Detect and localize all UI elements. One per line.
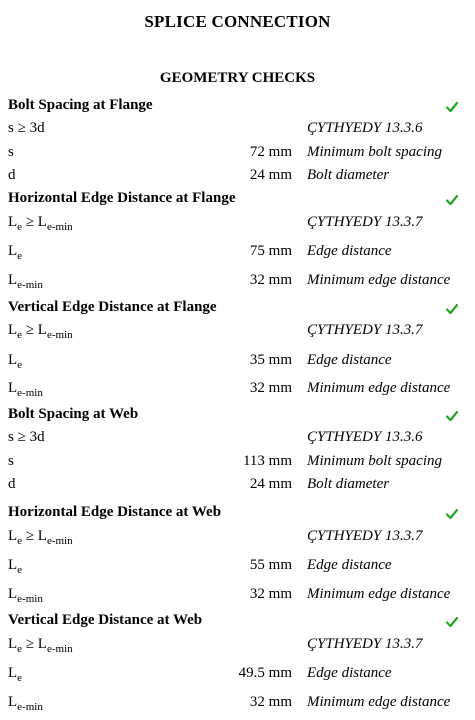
variable-symbol: $L_e$ [8,665,23,684]
value-row [0,352,475,374]
code-reference: ÇYTHYEDY 13.3.7 [307,528,423,544]
variable-description: Minimum edge distance [307,272,451,288]
variable-symbol: d [8,167,16,183]
variable-description: Minimum edge distance [307,586,451,602]
code-reference: ÇYTHYEDY 13.3.7 [307,214,423,230]
value-row [0,144,475,166]
variable-value: 113 mm [242,453,292,469]
code-reference: ÇYTHYEDY 13.3.6 [307,429,423,445]
value-row [0,167,475,189]
formula-row [0,636,475,658]
value-row [0,272,475,294]
formula-row [0,528,475,550]
section-title: Vertical Edge Distance at Web [8,612,203,628]
section-title: Horizontal Edge Distance at Flange [8,190,236,206]
variable-symbol: $L_{e-min}$ [8,380,43,399]
variable-description: Minimum bolt spacing [307,144,442,160]
value-row [0,694,475,716]
variable-symbol: $L_{e-min}$ [8,586,43,605]
value-row [0,453,475,475]
check-icon [445,193,459,207]
section-title: Bolt Spacing at Flange [8,97,153,113]
formula-row [0,120,475,142]
variable-value: 75 mm [249,243,292,259]
formula-symbol: s ≥ 3d [8,120,45,136]
formula-row [0,429,475,451]
variable-value: 32 mm [249,272,292,288]
code-reference: ÇYTHYEDY 13.3.7 [307,322,423,338]
variable-symbol: s [8,144,14,160]
variable-value: 32 mm [249,694,292,710]
variable-value: 72 mm [249,144,292,160]
variable-symbol: $L_e$ [8,352,23,371]
value-row [0,243,475,265]
variable-symbol: $L_e$ [8,243,23,262]
variable-description: Edge distance [307,665,392,681]
variable-value: 32 mm [249,586,292,602]
formula-symbol: $L_e \ge L_{e-min}$ [8,322,73,341]
value-row [0,476,475,498]
variable-symbol: d [8,476,16,492]
formula-symbol: $L_e \ge L_{e-min}$ [8,528,73,547]
variable-description: Edge distance [307,243,392,259]
variable-description: Minimum bolt spacing [307,453,442,469]
formula-row [0,322,475,344]
check-icon [445,615,459,629]
section-subtitle: GEOMETRY CHECKS [159,70,316,86]
variable-symbol: $L_e$ [8,557,23,576]
check-icon [445,507,459,521]
variable-value: 24 mm [249,476,292,492]
variable-value: 35 mm [249,352,292,368]
variable-description: Bolt diameter [307,476,390,492]
variable-description: Edge distance [307,352,392,368]
section-title: Bolt Spacing at Web [8,406,139,422]
code-reference: ÇYTHYEDY 13.3.7 [307,636,423,652]
value-row [0,380,475,402]
page-title: SPLICE CONNECTION [144,12,331,31]
variable-description: Edge distance [307,557,392,573]
value-row [0,665,475,687]
variable-value: 32 mm [249,380,292,396]
variable-value: 55 mm [249,557,292,573]
formula-symbol: $L_e \ge L_{e-min}$ [8,636,73,655]
variable-description: Minimum edge distance [307,694,451,710]
variable-symbol: $L_{e-min}$ [8,694,43,713]
value-row [0,586,475,608]
formula-symbol: $L_e \ge L_{e-min}$ [8,214,73,233]
section-title: Horizontal Edge Distance at Web [8,504,222,520]
code-reference: ÇYTHYEDY 13.3.6 [307,120,423,136]
variable-description: Bolt diameter [307,167,390,183]
variable-value: 49.5 mm [238,665,292,681]
variable-description: Minimum edge distance [307,380,451,396]
formula-row [0,214,475,236]
variable-symbol: s [8,453,14,469]
check-icon [445,302,459,316]
formula-symbol: s ≥ 3d [8,429,45,445]
value-row [0,557,475,579]
check-icon [445,100,459,114]
check-icon [445,409,459,423]
section-title: Vertical Edge Distance at Flange [8,299,217,315]
variable-value: 24 mm [249,167,292,183]
variable-symbol: $L_{e-min}$ [8,272,43,291]
